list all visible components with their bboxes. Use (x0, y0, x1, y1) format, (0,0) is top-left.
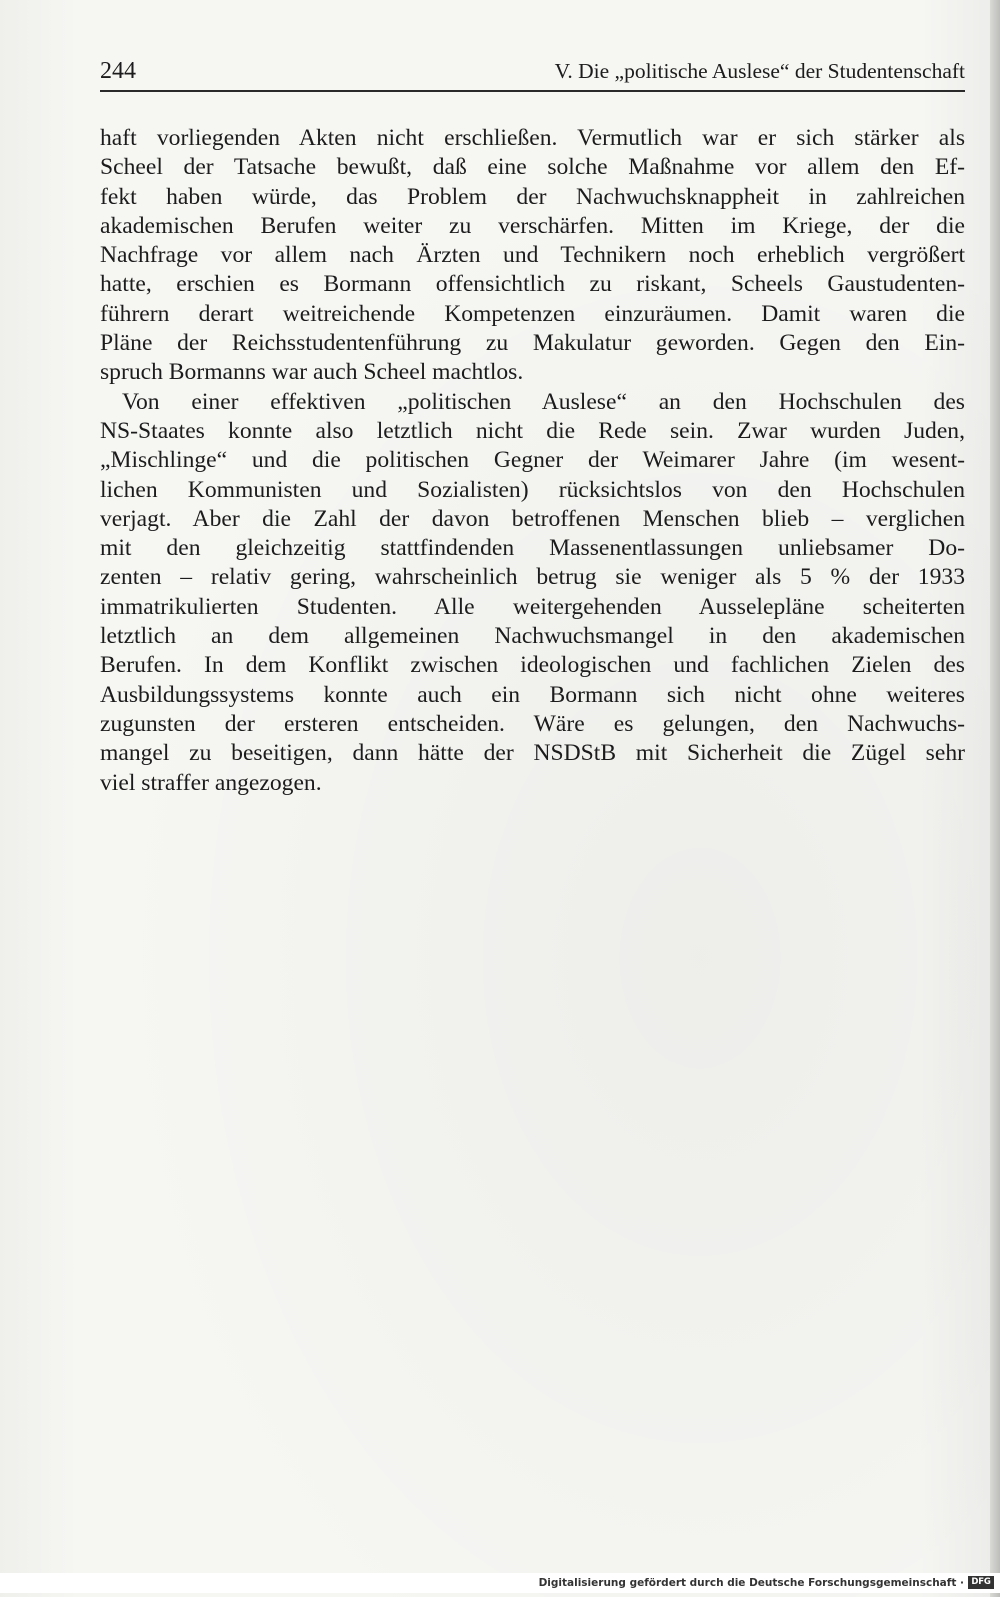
dfg-logo-icon: DFG (968, 1576, 994, 1589)
text-line: hatte, erschien es Bormann offensichtlich zu riskant, Scheels Gaustudenten- (100, 271, 965, 298)
text-line: verjagt. Aber die Zahl der davon betroffenen Menschen blieb – verglichen (100, 505, 965, 532)
page-number: 244 (100, 58, 136, 84)
text-line: Scheel der Tatsache bewußt, daß eine solche Maßnahme vor allem den Ef- (100, 154, 965, 181)
text-line: NS-Staates konnte also letztlich nicht die Rede sein. Zwar wurden Juden, (100, 417, 965, 444)
text-line: Berufen. In dem Konflikt zwischen ideologischen und fachlichen Zielen des (100, 652, 965, 679)
text-line: immatrikulierten Studenten. Alle weitergehenden Ausselepläne scheiterten (100, 593, 965, 620)
text-line: zugunsten der ersteren entscheiden. Wäre es gelungen, den Nachwuchs- (100, 710, 965, 737)
text-line: „Mischlinge“ und die politischen Gegner der Weimarer Jahre (im wesent- (100, 447, 965, 474)
text-line: mit den gleichzeitig stattfindenden Massenentlassungen unliebsamer Do- (100, 535, 965, 562)
text-line: Nachfrage vor allem nach Ärzten und Technikern noch erheblich vergrößert (100, 242, 965, 269)
running-head: V. Die „politische Auslese“ der Studentenschaft (554, 59, 965, 83)
page-edge-shadow (990, 0, 1000, 1597)
text-line: fekt haben würde, das Problem der Nachwuchsknappheit in zahlreichen (100, 183, 965, 210)
text-line: spruch Bormanns war auch Scheel machtlos. (100, 359, 524, 386)
text-line: mangel zu beseitigen, dann hätte der NSDStB mit Sicherheit die Zügel sehr (100, 740, 965, 767)
page-header (100, 56, 965, 92)
text-line: führern derart weitreichende Kompetenzen einzuräumen. Damit waren die (100, 300, 965, 327)
body-text (100, 124, 965, 798)
text-line: letztlich an dem allgemeinen Nachwuchsmangel in den akademischen (100, 623, 965, 650)
text-line: lichen Kommunisten und Sozialisten) rücksichtslos von den Hochschulen (100, 476, 965, 503)
text-line: Von einer effektiven „politischen Auslese“ an den Hochschulen des (122, 388, 965, 415)
text-line: viel straffer angezogen. (100, 769, 322, 796)
text-line: Pläne der Reichsstudentenführung zu Makulatur geworden. Gegen den Ein- (100, 330, 965, 357)
text-line: zenten – relativ gering, wahrscheinlich betrug sie weniger als 5 % der 1933 (100, 564, 965, 591)
digitization-footer (0, 1573, 1000, 1593)
funding-note: Digitalisierung gefördert durch die Deutsche Forschungsgemeinschaft · (538, 1577, 964, 1589)
text-line: haft vorliegenden Akten nicht erschließen. Vermutlich war er sich stärker als (100, 125, 965, 151)
text-line: Ausbildungssystems konnte auch ein Bormann sich nicht ohne weiteres (100, 681, 965, 708)
text-line: akademischen Berufen weiter zu verschärfen. Mitten im Kriege, der die (100, 212, 965, 239)
